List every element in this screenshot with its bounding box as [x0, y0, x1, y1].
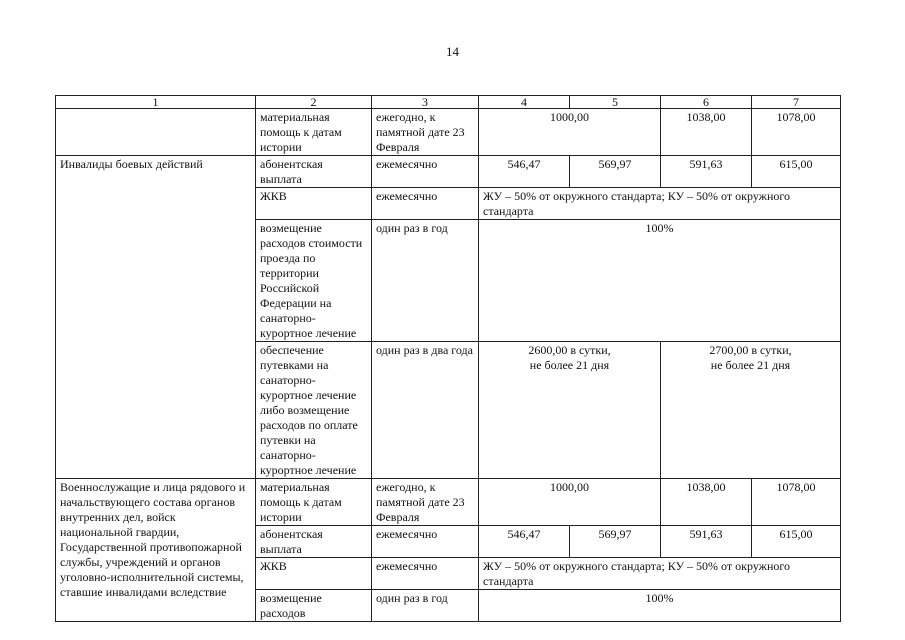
benefit-type-cell: возмещение расходов стоимости проезда по территории Российской Федерации на санаторно-курортное лечение — [256, 220, 372, 342]
amount-cell — [661, 342, 841, 479]
header-cell: 5 — [570, 96, 661, 109]
amount-cell: 569,97 — [570, 156, 661, 188]
amount-cell — [479, 342, 661, 479]
header-cell: 7 — [752, 96, 841, 109]
benefit-type-cell: абонентская выплата — [256, 526, 372, 558]
amount-cell: 591,63 — [661, 156, 752, 188]
benefit-type-cell: абонентская выплата — [256, 156, 372, 188]
frequency-cell: один раз в год — [372, 220, 479, 342]
amount-cell: 546,47 — [479, 526, 570, 558]
benefit-type-cell: материальная помощь к датам истории — [256, 479, 372, 526]
page-number: 14 — [446, 44, 459, 59]
table-header-row — [56, 96, 841, 109]
amount-cell: 1000,00 — [479, 109, 661, 156]
amount-cell: 1038,00 — [661, 109, 752, 156]
category-cell — [56, 109, 256, 156]
table-row — [56, 156, 841, 188]
frequency-cell: ежемесячно — [372, 558, 479, 590]
amount-cell: ЖУ – 50% от окружного стандарта; КУ – 50% от окружного стандарта — [479, 188, 841, 220]
amount-cell: 546,47 — [479, 156, 570, 188]
amount-cell: 1038,00 — [661, 479, 752, 526]
frequency-cell: ежегодно, к памятной дате 23 Февраля — [372, 479, 479, 526]
category-cell: Инвалиды боевых действий — [56, 156, 256, 479]
amount-cell: 100% — [479, 220, 841, 342]
header-cell: 6 — [661, 96, 752, 109]
header-cell: 2 — [256, 96, 372, 109]
frequency-cell: ежемесячно — [372, 188, 479, 220]
frequency-cell: ежемесячно — [372, 156, 479, 188]
amount-cell: 591,63 — [661, 526, 752, 558]
amount-cell: 569,97 — [570, 526, 661, 558]
header-cell: 3 — [372, 96, 479, 109]
frequency-cell: один раз в два года — [372, 342, 479, 479]
header-cell: 1 — [56, 96, 256, 109]
category-cell: Военнослужащие и лица рядового и начальствующего состава органов внутренних дел, войск национальной гвардии, Государственной противопожарной службы, учреждений и органов уголовно-исполнительной системы, ставшие инвалидами вследствие — [56, 479, 256, 622]
amount-cell: 1000,00 — [479, 479, 661, 526]
amount-cell: 1078,00 — [752, 479, 841, 526]
benefits-table — [55, 95, 841, 622]
table-row — [56, 479, 841, 526]
amount-cell: 615,00 — [752, 156, 841, 188]
amount-cell: 615,00 — [752, 526, 841, 558]
table-row — [56, 109, 841, 156]
benefit-type-cell: ЖКВ — [256, 558, 372, 590]
header-cell: 4 — [479, 96, 570, 109]
amount-line: не более 21 дня — [529, 358, 610, 372]
benefit-type-cell: ЖКВ — [256, 188, 372, 220]
frequency-cell: один раз в год — [372, 590, 479, 622]
amount-line: не более 21 дня — [710, 358, 791, 372]
benefit-type-cell: обеспечение путевками на санаторно-курортное лечение либо возмещение расходов по оплате путевки на санаторно-курортное лечение — [256, 342, 372, 479]
amount-cell: 1078,00 — [752, 109, 841, 156]
amount-cell: ЖУ – 50% от окружного стандарта; КУ – 50% от окружного стандарта — [479, 558, 841, 590]
amount-line: 2700,00 в сутки, — [709, 343, 792, 357]
frequency-cell: ежемесячно — [372, 526, 479, 558]
amount-cell: 100% — [479, 590, 841, 622]
frequency-cell: ежегодно, к памятной дате 23 Февраля — [372, 109, 479, 156]
benefit-type-cell: материальная помощь к датам истории — [256, 109, 372, 156]
amount-line: 2600,00 в сутки, — [528, 343, 611, 357]
benefit-type-cell: возмещение расходов — [256, 590, 372, 622]
